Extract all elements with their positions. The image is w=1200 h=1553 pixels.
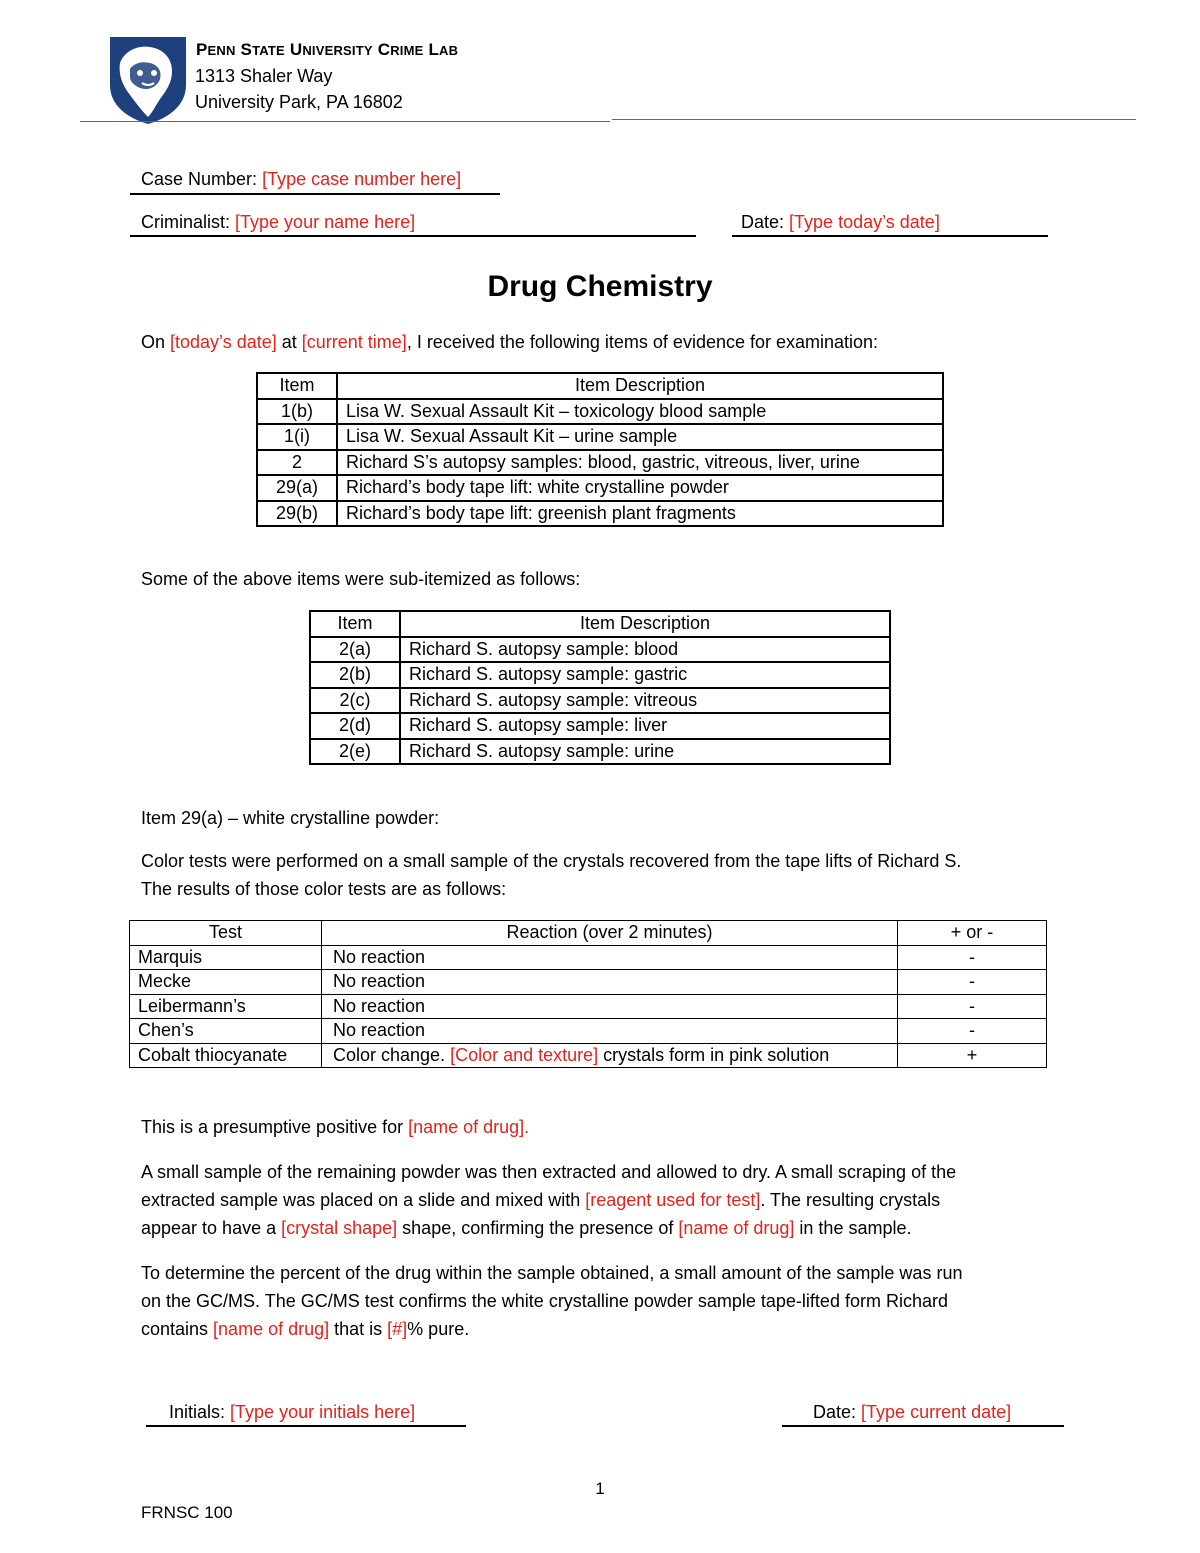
signoff-date-value[interactable]: [Type current date] — [861, 1402, 1012, 1422]
table-row: 29(b) Richard’s body tape lift: greenish plant fragments — [257, 501, 943, 527]
table-row: Cobalt thiocyanate Color change. [Color and texture] crystals form in pink solution + — [130, 1043, 1047, 1068]
initials-label: Initials: — [169, 1402, 226, 1422]
table-row: Leibermann’s No reaction - — [130, 994, 1047, 1019]
drug-name-placeholder[interactable]: [name of drug] — [678, 1218, 795, 1238]
signoff-date-underline — [782, 1425, 1064, 1427]
color-tests-table — [129, 920, 1047, 1068]
column-header: Item Description — [400, 611, 890, 637]
table-row: 1(b) Lisa W. Sexual Assault Kit – toxicology blood sample — [257, 399, 943, 425]
date-field[interactable] — [741, 212, 940, 233]
date-underline — [732, 235, 1048, 237]
intro-paragraph: On [today’s date] at [current time], I received the following items of evidence for examination: — [141, 332, 879, 352]
color-tests-intro-line-2: The results of those color tests are as follows: — [141, 879, 507, 899]
date-label: Date: — [741, 212, 785, 232]
lab-name — [196, 40, 458, 60]
table-row: Chen’s No reaction - — [130, 1019, 1047, 1044]
lab-name-word: PENN — [196, 40, 236, 59]
crystal-shape-placeholder[interactable]: [crystal shape] — [281, 1218, 398, 1238]
color-texture-placeholder[interactable]: [Color and texture] — [450, 1044, 599, 1065]
color-tests-intro-line-1: Color tests were performed on a small sample of the crystals recovered from the tape lifts of Richard S. — [141, 851, 962, 871]
header-rule-left — [80, 121, 610, 122]
table-row: 2 Richard S’s autopsy samples: blood, gastric, vitreous, liver, urine — [257, 450, 943, 476]
column-header: Test — [130, 921, 322, 946]
table-row: Mecke No reaction - — [130, 970, 1047, 995]
address-line-2: University Park, PA 16802 — [195, 92, 403, 112]
current-time-placeholder[interactable]: [current time] — [301, 332, 407, 352]
case-number-value[interactable]: [Type case number here] — [262, 169, 462, 189]
case-number-underline — [130, 193, 500, 195]
evidence-items-table — [256, 372, 944, 527]
subitem-intro: Some of the above items were sub-itemized as follows: — [141, 569, 581, 589]
table-row: 2(e) Richard S. autopsy sample: urine — [310, 739, 890, 765]
page-number: 1 — [595, 1479, 605, 1498]
case-number-field[interactable] — [141, 169, 461, 190]
date-value[interactable]: [Type today’s date] — [789, 212, 940, 232]
crystal-test-paragraph: A small sample of the remaining powder was then extracted and allowed to dry. A small scraping of the extracted sample was placed on a slide and mixed with [reagent used for test]. The resulting crystals appear to have a [crystal shape] shape, confirming the presence of [name of drug] in the sample. — [141, 1162, 957, 1238]
table-row: 1(i) Lisa W. Sexual Assault Kit – urine sample — [257, 424, 943, 450]
table-header-row — [130, 921, 1047, 946]
column-header: Item — [310, 611, 400, 637]
table-row: 29(a) Richard’s body tape lift: white crystalline powder — [257, 475, 943, 501]
reagent-placeholder[interactable]: [reagent used for test] — [585, 1190, 761, 1210]
page-title: Drug Chemistry — [487, 270, 713, 303]
table-row: Marquis No reaction - — [130, 945, 1047, 970]
table-row: 2(c) Richard S. autopsy sample: vitreous — [310, 688, 890, 714]
gcms-paragraph: To determine the percent of the drug within the sample obtained, a small amount of the sample was run on the GC/MS. The GC/MS test confirms the white crystalline powder sample tape-lifted form Richard contains [name of drug] that is [#]% pure. — [141, 1263, 963, 1339]
criminalist-field[interactable] — [141, 212, 415, 233]
lab-name-word: LAB — [428, 40, 459, 59]
initials-value[interactable]: [Type your initials here] — [230, 1402, 416, 1422]
column-header: + or - — [898, 921, 1047, 946]
drug-name-placeholder[interactable]: [name of drug] — [213, 1319, 330, 1339]
address-line-1: 1313 Shaler Way — [195, 66, 333, 86]
table-row: 2(a) Richard S. autopsy sample: blood — [310, 637, 890, 663]
case-number-label: Case Number: — [141, 169, 258, 189]
column-header: Item Description — [337, 373, 943, 399]
criminalist-underline — [130, 235, 696, 237]
table-row: 2(b) Richard S. autopsy sample: gastric — [310, 662, 890, 688]
header-rule-right — [612, 119, 1136, 120]
drug-name-placeholder[interactable]: [name of drug]. — [408, 1117, 530, 1137]
subitems-table — [309, 610, 891, 765]
initials-underline — [146, 1425, 466, 1427]
todays-date-placeholder[interactable]: [today’s date] — [170, 332, 277, 352]
column-header: Reaction (over 2 minutes) — [322, 921, 898, 946]
lab-name-word: UNIVERSITY — [289, 40, 373, 59]
presumptive-paragraph: This is a presumptive positive for [name of drug]. — [141, 1117, 530, 1137]
criminalist-value[interactable]: [Type your name here] — [235, 212, 416, 232]
column-header: Item — [257, 373, 337, 399]
footer-course: FRNSC 100 — [141, 1503, 233, 1522]
signoff-date-label: Date: — [813, 1402, 857, 1422]
table-header-row — [310, 611, 890, 637]
criminalist-label: Criminalist: — [141, 212, 231, 232]
table-header-row — [257, 373, 943, 399]
lab-name-word: STATE — [240, 40, 285, 59]
lab-name-word: CRIME — [377, 40, 424, 59]
item-29a-heading: Item 29(a) – white crystalline powder: — [141, 808, 440, 828]
initials-field[interactable] — [169, 1402, 415, 1423]
signoff-date-field[interactable] — [813, 1402, 1011, 1423]
penn-state-shield-logo — [106, 33, 190, 125]
purity-placeholder[interactable]: [#] — [387, 1319, 408, 1339]
table-row: 2(d) Richard S. autopsy sample: liver — [310, 713, 890, 739]
